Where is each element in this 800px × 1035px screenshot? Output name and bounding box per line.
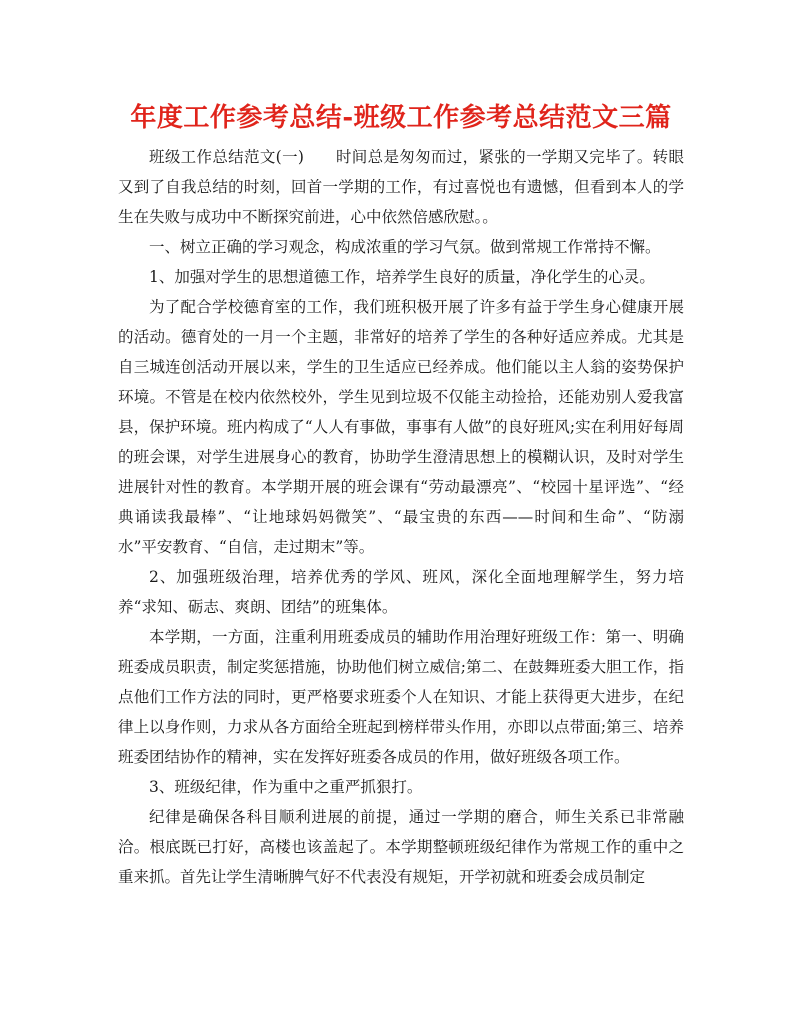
paragraph-item-3-body: 纪律是确保各科目顺利进展的前提，通过一学期的磨合，师生关系已非常融洽。根底既已打好，高楼也该盖起了。本学期整顿班级纪律作为常规工作的重中之重来抓。首先让学生清晰脾气好不代表没有规矩，开学初就和班委会成员制定 bbox=[118, 808, 684, 886]
paragraph-item-2-heading: 2、加强班级治理，培养优秀的学风、班风，深化全面地理解学生，努力培养“求知、砺志、爽朗、团结”的班集体。 bbox=[118, 568, 684, 616]
paragraph-section-1-heading: 一、树立正确的学习观念，构成浓重的学习气氛。做到常规工作常持不懈。 bbox=[149, 238, 661, 256]
paragraph-item-1-body: 为了配合学校德育室的工作，我们班积极开展了许多有益于学生身心健康开展的活动。德育处的一月一个主题，非常好的培养了学生的各种好适应养成。尤其是自三城连创活动开展以来，学生的卫生适应已经养成。他们能以主人翁的姿势保护环境。不管是在校内依然校外，学生见到垃圾不仅能主动捡拾，还能劝别人爱我富县，保护环境。班内构成了“人人有事做，事事有人做”的良好班风;实在利用好每周的班会课，对学生进展身心的教育，协助学生澄清思想上的模糊认识，及时对学生进展针对性的教育。本学期开展的班会课有“劳动最漂亮”、“校园十星评选”、“经典诵读我最棒”、“让地球妈妈微笑”、“最宝贵的东西——时间和生命”、“防溺水”平安教育、“自信，走过期末”等。 bbox=[118, 298, 684, 556]
paragraph-item-1-heading: 1、加强对学生的思想道德工作，培养学生良好的质量，净化学生的心灵。 bbox=[149, 268, 655, 286]
paragraph-item-3-heading: 3、班级纪律，作为重中之重严抓狠打。 bbox=[149, 778, 423, 796]
paragraph-intro: 班级工作总结范文(一) 时间总是匆匆而过，紧张的一学期又完毕了。转眼又到了自我总结的时刻，回首一学期的工作，有过喜悦也有遗憾，但看到本人的学生在失败与成功中不断探究前进，心中依然倍感欣慰。。 bbox=[118, 148, 684, 226]
document-page bbox=[118, 98, 684, 892]
paragraph-item-2-body: 本学期，一方面，注重利用班委成员的辅助作用治理好班级工作：第一、明确班委成员职责，制定奖惩措施，协助他们树立威信;第二、在鼓舞班委大胆工作，指点他们工作方法的同时，更严格要求班委个人在知识、才能上获得更大进步，在纪律上以身作则，力求从各方面给全班起到榜样带头作用，亦即以点带面;第三、培养班委团结协作的精神，实在发挥好班委各成员的作用，做好班级各项工作。 bbox=[118, 628, 684, 766]
document-title: 年度工作参考总结-班级工作参考总结范文三篇 bbox=[130, 103, 672, 133]
